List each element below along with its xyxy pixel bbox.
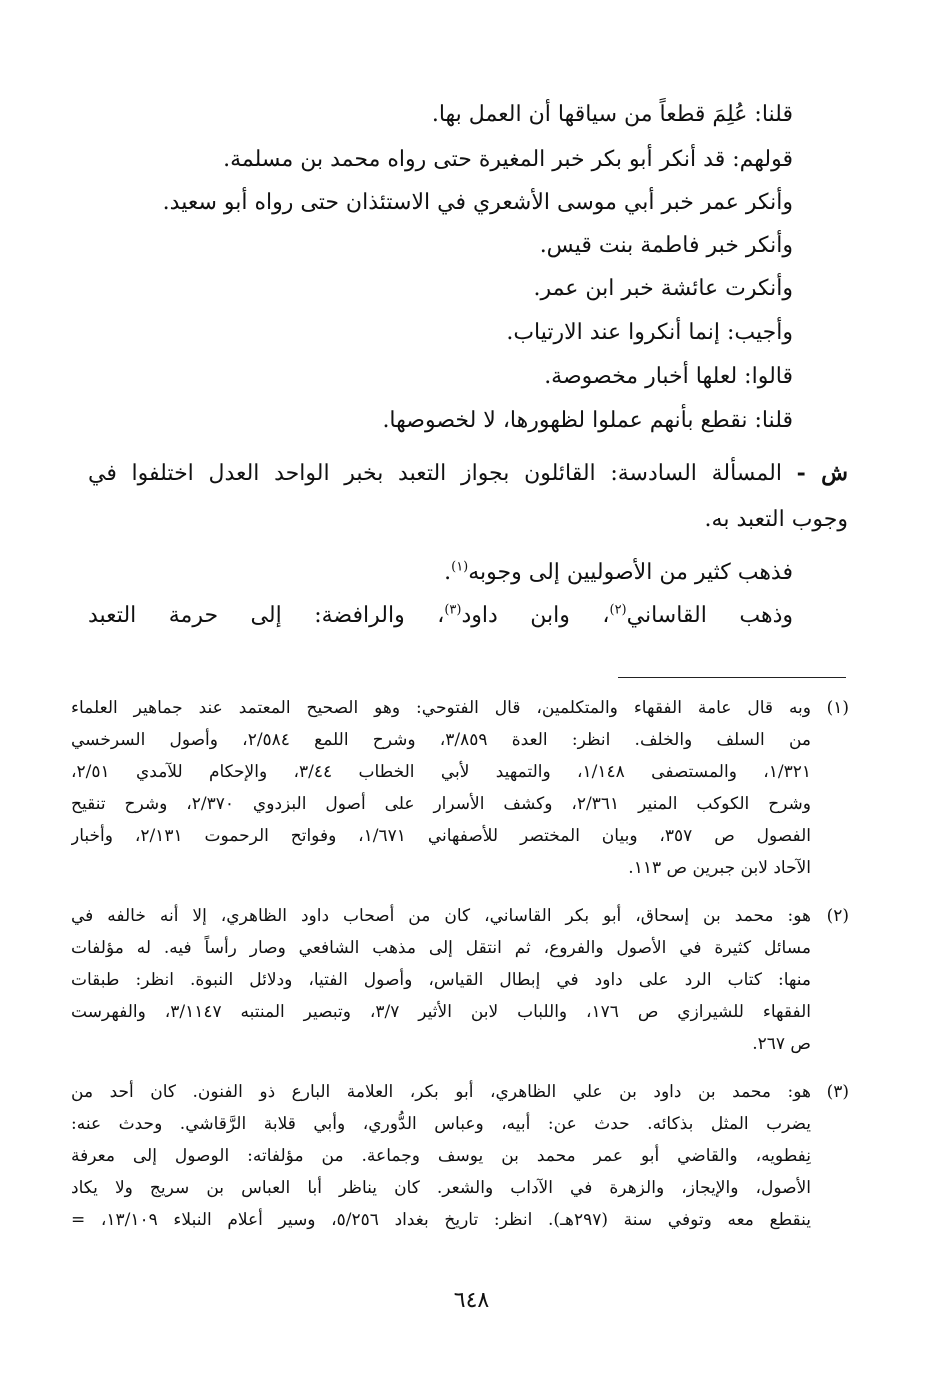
footnote-line: ينقطع معه وتوفي سنة (٢٩٧هـ). انظر: تاريخ بغداد ٥/٢٥٦، وسير أعلام النبلاء ١٣/١٠٩، = xyxy=(71,1210,811,1230)
footnote-ref: (٢) xyxy=(609,602,627,618)
paragraph-text: فذهب كثير من الأصوليين إلى وجوبه xyxy=(468,560,793,585)
main-line: وأنكر عمر خبر أبي موسى الأشعري في الاستئذان حتى رواه أبو سعيد. xyxy=(162,190,793,215)
footnote-line: وبه قال عامة الفقهاء والمتكلمين، قال الفتوحي: وهو الصحيح المعتمد عند جماهير العلماء xyxy=(71,698,811,718)
footnote-line: الآحاد لابن جبرين ص ١١٣. xyxy=(628,858,811,878)
footnote-line: الفقهاء للشيرازي ص ١٧٦، واللباب لابن الأثير ٣/٧، وتبصير المنتبه ٣/١١٤٧، والفهرست xyxy=(71,1002,811,1022)
footnote-line: وشرح الكوكب المنير ٢/٣٦١، وكشف الأسرار على أصول البزدوي ٢/٣٧٠، وشرح تنقيح xyxy=(71,794,811,814)
main-line: قولهم: قد أنكر أبو بكر خبر المغيرة حتى رواه محمد بن مسلمة. xyxy=(223,147,793,172)
section-line-2: وجوب التعبد به. xyxy=(704,507,848,532)
main-line: وأنكر خبر فاطمة بنت قيس. xyxy=(539,233,793,258)
footnote-line: الفصول ص ٣٥٧، وبيان المختصر للأصفهاني ١/٦٧١، وفواتح الرحموت ٢/١٣١، وأخبار xyxy=(71,826,811,846)
footnote-separator xyxy=(618,677,846,678)
footnote-number: (٣) xyxy=(826,1082,849,1102)
main-line: قالوا: لعلها أخبار مخصوصة. xyxy=(544,364,793,389)
footnote-line: يضرب المثل بذكائه. حدث عن: أبيه، وعباس الدُّوري، وأبي قلابة الرَّقاشي. وحدث عنه: xyxy=(71,1114,811,1134)
footnote-number: (١) xyxy=(826,698,849,718)
footnote-line: من السلف والخلف. انظر: العدة ٣/٨٥٩، وشرح اللمع ٢/٥٨٤، وأصول السرخسي xyxy=(71,730,811,750)
paragraph-text: . xyxy=(444,560,452,585)
footnote-line: هو: محمد بن إسحاق، أبو بكر القاساني، كان من أصحاب داود الظاهري، إلا أنه خالفه في xyxy=(71,906,811,926)
footnote-ref: (٣) xyxy=(444,602,462,618)
paragraph-line xyxy=(444,558,793,588)
footnote-line: ١/٣٢١، والمستصفى ١/١٤٨، والتمهيد لأبي الخطاب ٣/٤٤، والإحكام للآمدي ٢/٥١، xyxy=(71,762,811,782)
section-line-1 xyxy=(88,458,848,489)
main-line: وأنكرت عائشة خبر ابن عمر. xyxy=(533,276,793,301)
footnote-line: منها: كتاب الرد على داود في إبطال القياس، وأصول الفتيا، ودلائل النبوة. انظر: طبقات xyxy=(71,970,811,990)
footnote-number: (٢) xyxy=(826,906,849,926)
paragraph-text: وذهب القاساني xyxy=(626,603,793,628)
footnote-line: هو: محمد بن داود بن علي الظاهري، أبو بكر، العلامة البارع ذو الفنون. كان أحد من xyxy=(71,1082,811,1102)
section-mark: ش - xyxy=(796,460,848,486)
main-line: وأجيب: إنما أنكروا عند الارتياب. xyxy=(506,320,793,345)
footnote-line: مسائل كثيرة في الأصول والفروع، ثم انتقل إلى مذهب الشافعي وصار رأساً فيه. له مؤلفات xyxy=(71,938,811,958)
paragraph-text: ، وابن داود xyxy=(461,603,610,628)
page-number: ٦٤٨ xyxy=(453,1288,490,1313)
footnote-line: الأصول، والإيجاز، والزهرة في الآداب والشعر. كان يناظر أبا العباس بن سريج ولا يكاد xyxy=(71,1178,811,1198)
section-heading-text: المسألة السادسة: القائلون بجواز التعبد بخبر الواحد العدل اختلفوا في xyxy=(88,461,782,486)
paragraph-text: ، والرافضة: إلى حرمة التعبد xyxy=(88,603,445,628)
main-line: قلنا: عُلِمَ قطعاً من سياقها أن العمل بها. xyxy=(431,102,793,127)
footnote-line: ص ٢٦٧. xyxy=(752,1034,811,1054)
footnote-line: نِفطويه، والقاضي أبو عمر محمد بن يوسف وجماعة. من مؤلفاته: الوصول إلى معرفة xyxy=(71,1146,811,1166)
main-line: قلنا: نقطع بأنهم عملوا لظهورها، لا لخصوصها. xyxy=(382,408,793,433)
footnote-ref: (١) xyxy=(451,559,469,575)
paragraph-line xyxy=(88,601,793,631)
